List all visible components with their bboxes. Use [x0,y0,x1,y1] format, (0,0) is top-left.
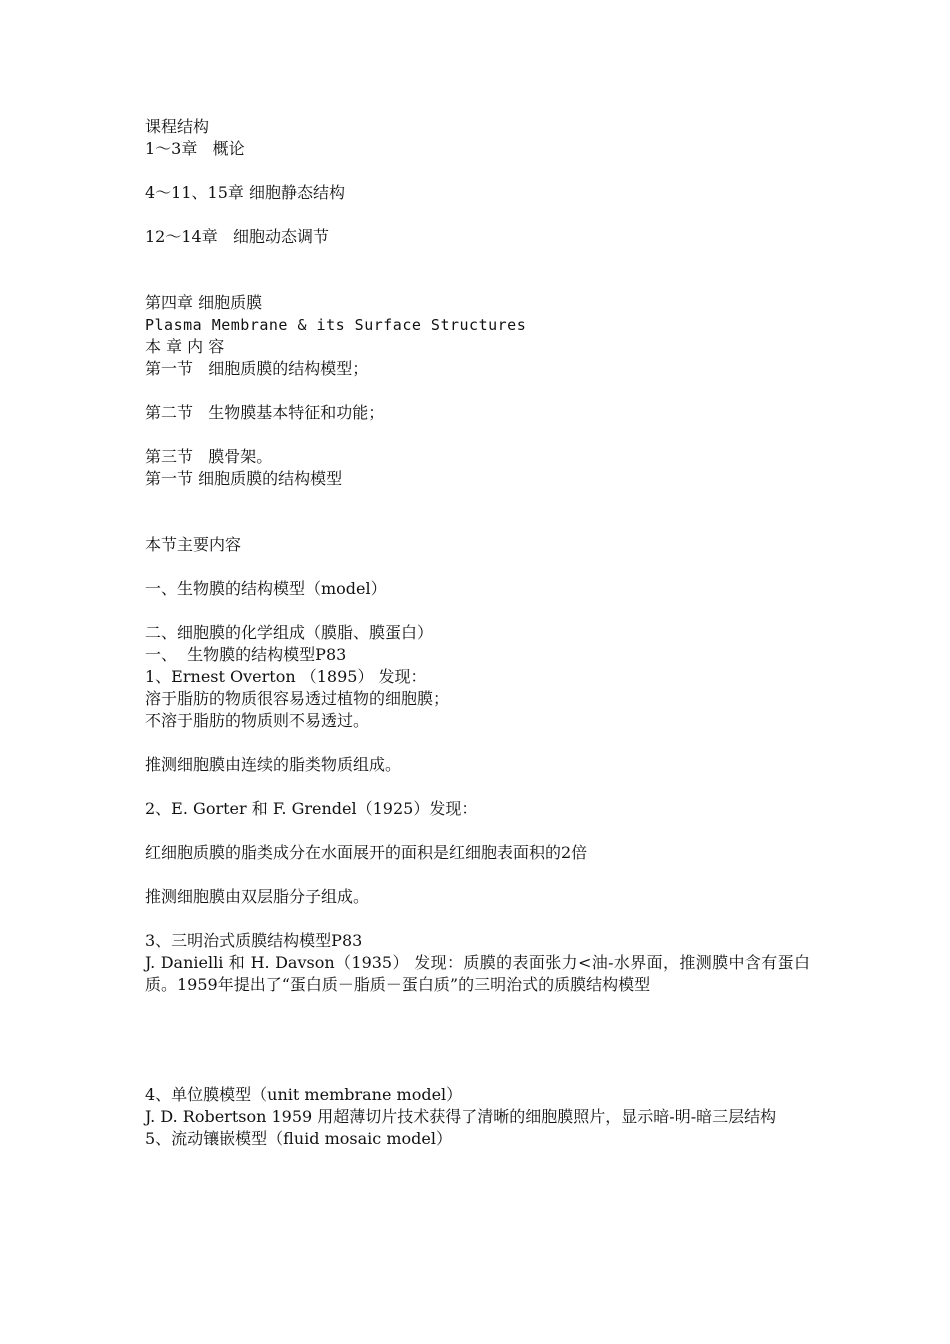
document-body [145,116,810,1150]
chapter4-english-subtitle: Plasma Membrane & its Surface Structures [145,316,527,334]
section-main-content-heading: 本节主要内容 [145,535,242,554]
section1-title: 第一节 细胞质膜的结构模型 [145,469,343,488]
overton-conclusion: 推测细胞膜由连续的脂类物质组成。 [145,755,402,774]
chapter-section-1: 第一节 细胞质膜的结构模型； [145,359,369,378]
unit-membrane-text: J. D. Robertson 1959 用超薄切片技术获得了清晰的细胞膜照片，显示暗-明-暗三层结构 [145,1107,777,1126]
chapter-contents-heading: 本 章 内 容 [145,337,225,356]
sandwich-model-text: J. Danielli 和 H. Davson（1935） 发现：质膜的表面张力<油-水界面，推测膜中含有蛋白质。1959年提出了“蛋白质－脂质－蛋白质”的三明治式的质膜结构模型 [145,953,810,994]
chapter-range-3: 12～14章 细胞动态调节 [145,227,329,246]
chapter-range-1: 1～3章 概论 [145,139,245,158]
chapter-section-3: 第三节 膜骨架。 [145,447,273,466]
fluid-mosaic-title: 5、流动镶嵌模型（fluid mosaic model） [145,1129,452,1148]
membrane-model-subheading: 一、 生物膜的结构模型P83 [145,645,347,664]
course-structure-title: 课程结构 [145,117,210,136]
chapter-range-2: 4～11、15章 细胞静态结构 [145,183,345,202]
gorter-finding: 红细胞质膜的脂类成分在水面展开的面积是红细胞表面积的2倍 [145,843,588,862]
chapter-section-2: 第二节 生物膜基本特征和功能； [145,403,385,422]
gorter-title: 2、E. Gorter 和 F. Grendel（1925）发现： [145,799,478,818]
overton-title: 1、Ernest Overton （1895） 发现： [145,667,427,686]
main-point-2: 二、细胞膜的化学组成（膜脂、膜蛋白） [145,623,434,642]
sandwich-model-title: 3、三明治式质膜结构模型P83 [145,931,363,950]
gorter-conclusion: 推测细胞膜由双层脂分子组成。 [145,887,370,906]
chapter4-title: 第四章 细胞质膜 [145,293,263,312]
overton-finding-2: 不溶于脂肪的物质则不易透过。 [145,711,370,730]
unit-membrane-title: 4、单位膜模型（unit membrane model） [145,1085,463,1104]
overton-finding-1: 溶于脂肪的物质很容易透过植物的细胞膜； [145,689,450,708]
main-point-1: 一、生物膜的结构模型（model） [145,579,387,598]
